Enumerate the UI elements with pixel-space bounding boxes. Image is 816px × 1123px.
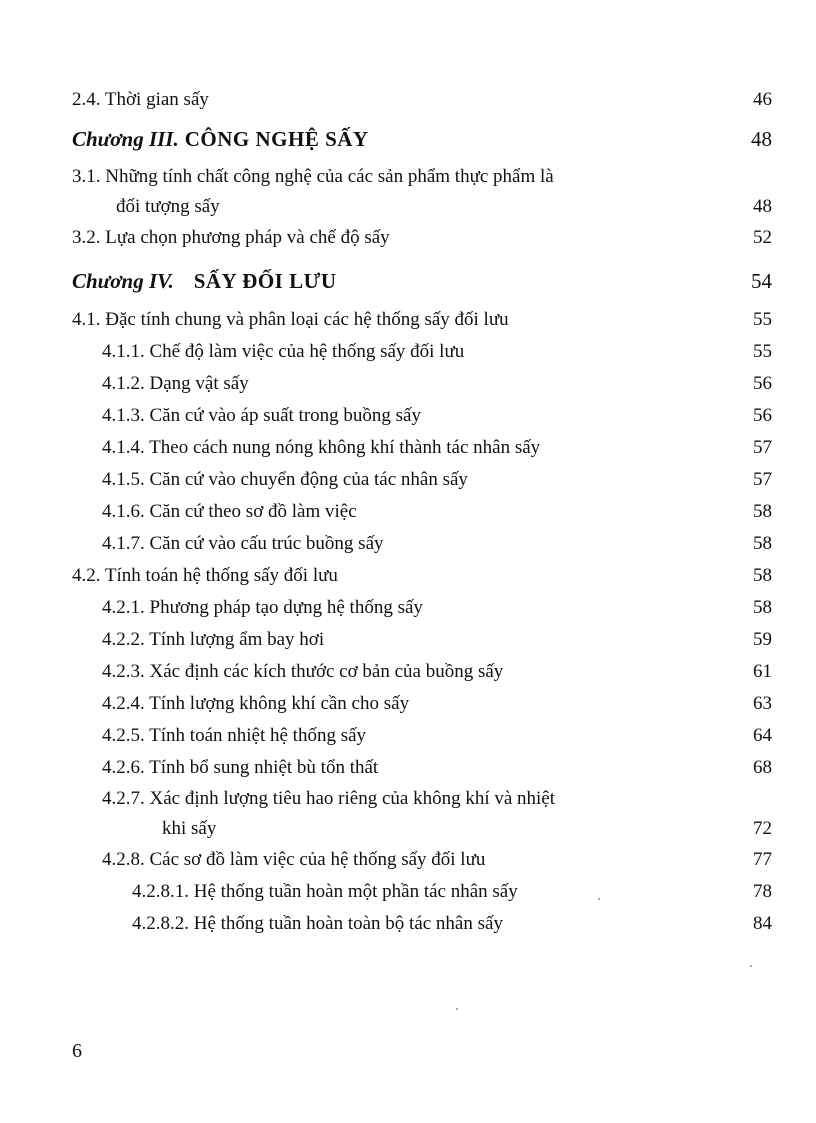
toc-entry-title-continued: đối tượng sấy xyxy=(116,196,220,217)
toc-entry-page: 61 xyxy=(753,661,772,682)
toc-entry-page: 55 xyxy=(753,309,772,330)
toc-entry-title: 4.1. Đặc tính chung và phân loại các hệ thống sấy đối lưu xyxy=(72,309,509,330)
chapter-label: Chương III. xyxy=(72,127,179,151)
chapter-name: CÔNG NGHỆ SẤY xyxy=(184,127,369,151)
toc-entry-page: 59 xyxy=(753,629,772,650)
toc-entry-4-2-3 xyxy=(72,656,772,688)
toc-entry-title: 4.2.6. Tính bổ sung nhiệt bù tổn thất xyxy=(102,757,379,778)
toc-entry-page: 52 xyxy=(753,227,772,248)
toc-entry-title: 4.1.6. Căn cứ theo sơ đồ làm việc xyxy=(102,501,357,522)
toc-entry-title: 4.2.7. Xác định lượng tiêu hao riêng của không khí và nhiệt xyxy=(102,788,556,809)
toc-entry-title: 4.1.1. Chế độ làm việc của hệ thống sấy đối lưu xyxy=(102,341,465,362)
toc-entry-title: 4.1.5. Căn cứ vào chuyển động của tác nhân sấy xyxy=(102,469,468,490)
toc-entry-title: 4.2.2. Tính lượng ẩm bay hơi xyxy=(102,629,325,650)
toc-entry-4-1-7 xyxy=(72,528,772,560)
toc-entry-page: 46 xyxy=(753,89,772,110)
toc-entry-4-2-7 xyxy=(72,784,772,814)
chapter-name: SẤY ĐỐI LƯU xyxy=(193,269,337,293)
toc-entry-page: 58 xyxy=(753,565,772,586)
toc-entry-page: 56 xyxy=(753,373,772,394)
toc-entry-3-1 xyxy=(72,162,772,192)
scan-speck xyxy=(598,898,600,900)
toc-entry-4-2-7-continued xyxy=(72,814,772,844)
toc-entry-4-1-5 xyxy=(72,464,772,496)
toc-entry-title: 3.2. Lựa chọn phương pháp và chế độ sấy xyxy=(72,227,390,248)
toc-entry-title: 2.4. Thời gian sấy xyxy=(72,89,209,110)
toc-entry-page: 55 xyxy=(753,341,772,362)
toc-entry-3-2 xyxy=(72,222,772,254)
toc-entry-title: 4.2. Tính toán hệ thống sấy đối lưu xyxy=(72,565,338,586)
toc-entry-page: 57 xyxy=(753,469,772,490)
toc-entry-title: 4.2.5. Tính toán nhiệt hệ thống sấy xyxy=(102,725,367,746)
toc-entry-title-continued: khi sấy xyxy=(162,818,217,839)
toc-entry-page: 64 xyxy=(753,725,772,746)
toc-entry-4-2-4 xyxy=(72,688,772,720)
toc-entry-4-2-6 xyxy=(72,752,772,784)
toc-entry-4-1-2 xyxy=(72,368,772,400)
toc-entry-page: 58 xyxy=(753,533,772,554)
toc-entry-page: 72 xyxy=(753,818,772,839)
toc-entry-page: 48 xyxy=(753,196,772,217)
toc-entry-4-1-1 xyxy=(72,336,772,368)
toc-entry-4-2-1 xyxy=(72,592,772,624)
toc-entry-4-2-8 xyxy=(72,844,772,876)
toc-entry-title: 4.2.3. Xác định các kích thước cơ bản của buồng sấy xyxy=(102,661,504,682)
scan-speck xyxy=(456,1008,458,1010)
toc-entry-page: 57 xyxy=(753,437,772,458)
toc-entry-page: 84 xyxy=(753,913,772,934)
toc-entry-title: 4.1.2. Dạng vật sấy xyxy=(102,373,249,394)
toc-entry-page: 68 xyxy=(753,757,772,778)
toc-entry-page: 58 xyxy=(753,597,772,618)
toc-entry-title: 4.2.4. Tính lượng không khí cần cho sấy xyxy=(102,693,410,714)
scan-speck xyxy=(750,965,752,967)
toc-entry-title: 4.2.8.1. Hệ thống tuần hoàn một phần tác nhân sấy xyxy=(132,881,518,902)
toc-entry-4-2-2 xyxy=(72,624,772,656)
page-number: 6 xyxy=(72,1040,82,1062)
toc-entry-page: 58 xyxy=(753,501,772,522)
toc-entry-2-4 xyxy=(72,84,772,116)
toc-entry-page: 56 xyxy=(753,405,772,426)
toc-entry-4-2-8-1 xyxy=(72,876,772,908)
toc-entry-4-1-3 xyxy=(72,400,772,432)
toc-entry-4-2-5 xyxy=(72,720,772,752)
toc-entry-page: 63 xyxy=(753,693,772,714)
toc-entry-title: 4.2.8.2. Hệ thống tuần hoàn toàn bộ tác nhân sấy xyxy=(132,913,503,934)
toc-entry-4-1-6 xyxy=(72,496,772,528)
toc-entry-title: 4.1.4. Theo cách nung nóng không khí thành tác nhân sấy xyxy=(102,437,541,458)
toc-entry-4-1-4 xyxy=(72,432,772,464)
toc-entry-title: 4.2.1. Phương pháp tạo dựng hệ thống sấy xyxy=(102,597,423,618)
toc-entry-4-1 xyxy=(72,304,772,336)
toc-entry-title: 4.2.8. Các sơ đồ làm việc của hệ thống sấy đối lưu xyxy=(102,849,486,870)
chapter-label: Chương IV. xyxy=(72,269,174,293)
toc-entry-page: 54 xyxy=(751,269,772,293)
toc-entry-title: 4.1.7. Căn cứ vào cấu trúc buồng sấy xyxy=(102,533,384,554)
toc-entry-4-2 xyxy=(72,560,772,592)
toc-entry-page: 78 xyxy=(753,881,772,902)
toc-entry-3-1-continued xyxy=(72,192,772,222)
table-of-contents xyxy=(72,82,772,940)
toc-entry-page: 77 xyxy=(753,849,772,870)
toc-entry-title: 3.1. Những tính chất công nghệ của các sản phẩm thực phẩm là xyxy=(72,166,554,187)
toc-entry-page: 48 xyxy=(751,127,772,151)
toc-chapter-4 xyxy=(72,260,772,302)
toc-chapter-3 xyxy=(72,118,772,160)
toc-entry-4-2-8-2 xyxy=(72,908,772,940)
toc-entry-title: 4.1.3. Căn cứ vào áp suất trong buồng sấy xyxy=(102,405,421,426)
